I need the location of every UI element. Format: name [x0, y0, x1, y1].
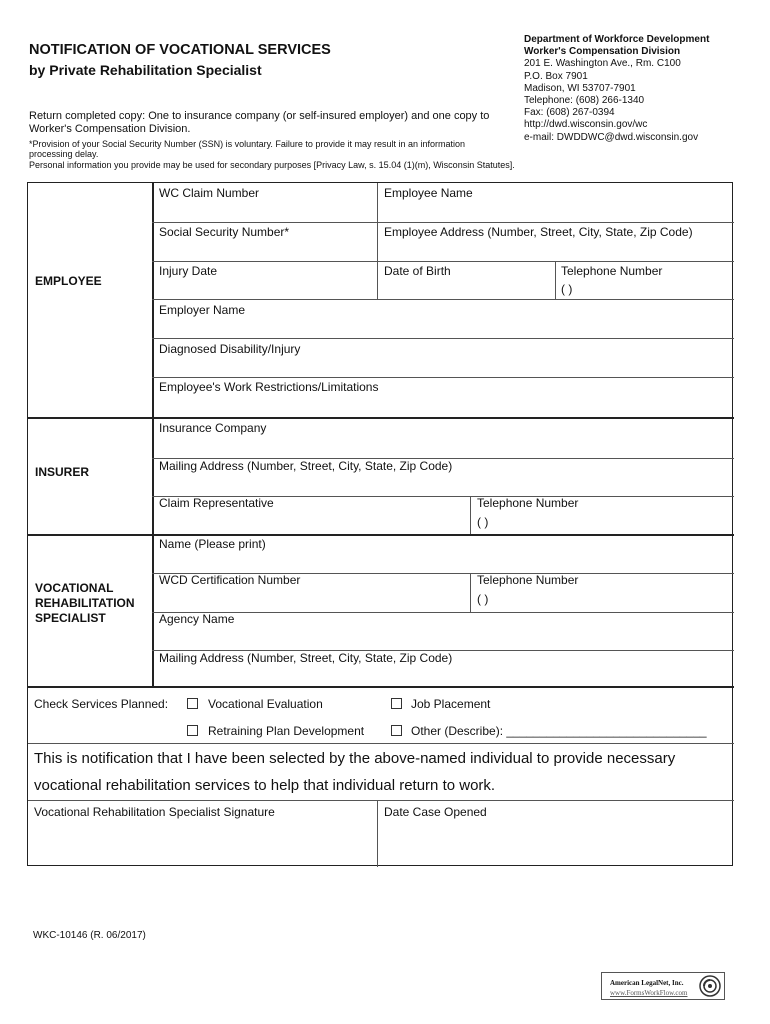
col-line	[377, 183, 378, 299]
employee-address-label: Employee Address (Number, Street, City, State, Zip Code)	[384, 225, 693, 239]
section-line	[28, 417, 734, 419]
insurer-phone-area: ( )	[477, 515, 489, 529]
insurer-section-label: INSURER	[35, 465, 90, 479]
vrs-section-label	[35, 581, 135, 626]
row-line	[152, 222, 734, 223]
claim-representative-label: Claim Representative	[159, 496, 274, 510]
vrs-label-line: REHABILITATION	[35, 596, 135, 610]
vrs-phone-area: ( )	[477, 592, 489, 606]
employee-name-label: Employee Name	[384, 186, 473, 200]
notice-line-1: This is notification that I have been selected by the above-named individual to provide necessary	[34, 750, 676, 767]
dept-telephone: Telephone: (608) 266-1340	[524, 95, 645, 107]
row-line	[152, 612, 734, 613]
retraining-plan-label: Retraining Plan Development	[208, 724, 365, 738]
insurance-company-label: Insurance Company	[159, 421, 267, 435]
badge-company: American LegalNet, Inc.	[610, 979, 684, 987]
col-line	[470, 496, 471, 534]
american-legalnet-badge	[601, 972, 725, 1000]
dept-website: http://dwd.wisconsin.gov/wc	[524, 119, 648, 131]
other-service-label: Other (Describe): ______________________________	[411, 724, 707, 738]
diagnosed-disability-label: Diagnosed Disability/Injury	[159, 342, 301, 356]
services-label: Check Services Planned:	[34, 697, 169, 711]
job-placement-checkbox[interactable]	[391, 698, 402, 709]
insurer-telephone-label: Telephone Number	[477, 496, 579, 510]
privacy-note: Personal information you provide may be used for secondary purposes [Privacy Law, s. 15.04 (1)(m), Wisconsin Statutes].	[29, 160, 515, 170]
ssn-note: *Provision of your Social Security Number (SSN) is voluntary. Failure to provide it may result in an information processing delay.	[29, 139, 466, 159]
ssn-label: Social Security Number*	[159, 225, 290, 239]
row-line	[152, 299, 734, 300]
legalnet-logo-icon	[699, 975, 721, 997]
dept-city: Madison, WI 53707-7901	[524, 82, 636, 94]
col-line	[470, 573, 471, 612]
vrs-label-line: SPECIALIST	[35, 611, 106, 625]
form-title: NOTIFICATION OF VOCATIONAL SERVICES	[29, 42, 331, 58]
return-instructions: Return completed copy: One to insurance company (or self-insured employer) and one copy to Worker's Compensation Division.	[29, 110, 490, 135]
vrs-mailing-address-label: Mailing Address (Number, Street, City, State, Zip Code)	[159, 651, 453, 665]
row-line	[152, 338, 734, 339]
job-placement-label: Job Placement	[411, 697, 491, 711]
row-line	[28, 800, 734, 801]
section-divider	[152, 183, 154, 686]
form-table	[27, 182, 733, 866]
row-line	[28, 743, 734, 744]
vrs-name-label: Name (Please print)	[159, 537, 266, 551]
employee-phone-area: ( )	[561, 282, 573, 296]
vocational-evaluation-label: Vocational Evaluation	[208, 697, 323, 711]
form-subtitle: by Private Rehabilitation Specialist	[29, 62, 262, 78]
vocational-evaluation-checkbox[interactable]	[187, 698, 198, 709]
dept-fax: Fax: (608) 267-0394	[524, 107, 615, 119]
dept-name: Department of Workforce Development	[524, 34, 710, 45]
other-service-checkbox[interactable]	[391, 725, 402, 736]
injury-date-label: Injury Date	[159, 264, 218, 278]
dept-email: e-mail: DWDDWC@dwd.wisconsin.gov	[524, 131, 699, 143]
work-restrictions-label: Employee's Work Restrictions/Limitations	[159, 380, 379, 394]
vrs-signature-label: Vocational Rehabilitation Specialist Signature	[34, 805, 275, 819]
division-name: Worker's Compensation Division	[524, 46, 681, 58]
date-case-opened-label: Date Case Opened	[384, 805, 487, 819]
vrs-label-line: VOCATIONAL	[35, 581, 114, 595]
employee-section-label: EMPLOYEE	[35, 274, 102, 288]
dept-po-box: P.O. Box 7901	[524, 70, 588, 82]
section-line	[28, 686, 734, 688]
col-line	[555, 261, 556, 299]
notice-line-2: vocational rehabilitation services to help that individual return to work.	[34, 777, 496, 794]
section-line	[28, 534, 734, 536]
vrs-telephone-label: Telephone Number	[477, 573, 579, 587]
form-number: WKC-10146 (R. 06/2017)	[33, 930, 146, 941]
insurer-mailing-address-label: Mailing Address (Number, Street, City, State, Zip Code)	[159, 459, 453, 473]
badge-website[interactable]: www.FormsWorkFlow.com	[610, 989, 688, 997]
date-of-birth-label: Date of Birth	[384, 264, 451, 278]
dept-street: 201 E. Washington Ave., Rm. C100	[524, 58, 681, 70]
department-address-block	[524, 34, 709, 144]
row-line	[152, 377, 734, 378]
agency-name-label: Agency Name	[159, 612, 235, 626]
retraining-plan-checkbox[interactable]	[187, 725, 198, 736]
wcd-certification-label: WCD Certification Number	[159, 573, 301, 587]
employee-telephone-label: Telephone Number	[561, 264, 663, 278]
col-line	[377, 800, 378, 867]
employer-name-label: Employer Name	[159, 303, 246, 317]
row-line	[152, 261, 734, 262]
wc-claim-number-label: WC Claim Number	[159, 186, 260, 200]
